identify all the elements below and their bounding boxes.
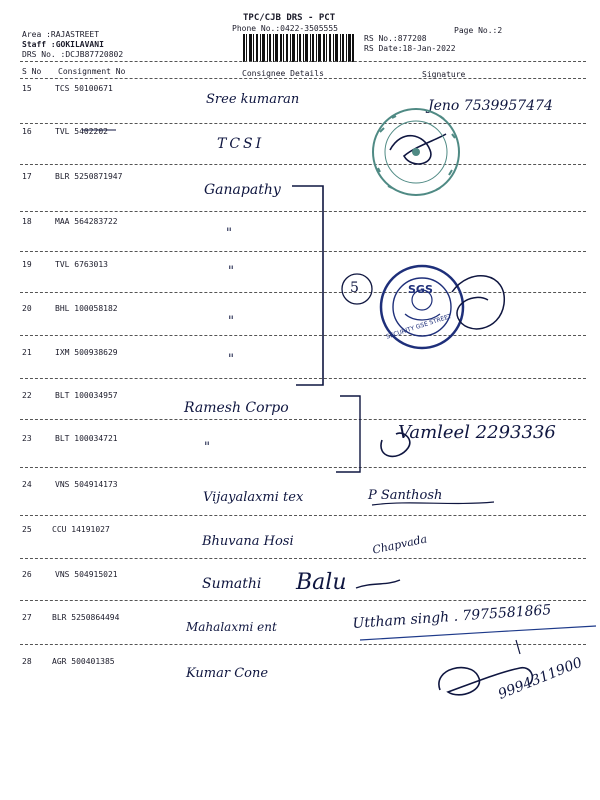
circled-number: 5 [350, 280, 359, 296]
row-consignment: IXM 500938629 [55, 348, 118, 357]
row-consignment: BHL 100058182 [55, 304, 118, 313]
row-sno: 21 [22, 348, 32, 357]
row-sno: 19 [22, 260, 32, 269]
area-label: Area :RAJASTREET [22, 30, 100, 39]
row-sno: 17 [22, 172, 32, 181]
sheet-title: TPC/CJB DRS - PCT [243, 13, 336, 23]
row-rule [20, 558, 586, 559]
row-rule [20, 335, 586, 336]
staff-label: Staff :GOKILAVANI [22, 40, 104, 49]
row-sno: 16 [22, 127, 32, 136]
row-sno: 26 [22, 570, 32, 579]
row-rule [20, 600, 586, 601]
row-consignee: Sree kumaran [206, 92, 300, 107]
row-sno: 27 [22, 613, 32, 622]
row-consignee: Mahalaxmi ent [186, 620, 277, 634]
row-consignee: Vijayalaxmi tex [203, 490, 304, 505]
header-rule-bottom [20, 78, 586, 79]
row-consignment: TVL 5402202 [55, 127, 108, 136]
row-sno: 15 [22, 84, 32, 93]
row-signature: Chapvada [371, 532, 429, 557]
sgs-stamp-label: SGS [408, 283, 433, 296]
row-rule [20, 251, 586, 252]
row-consignment: CCU 14191027 [52, 525, 110, 534]
phone-number: Phone No.:0422-3505555 [232, 24, 338, 33]
row-consignment: VNS 504914173 [55, 480, 118, 489]
row-consignee: Sumathi [202, 576, 262, 592]
row-consignee: Bhuvana Hosi [202, 534, 294, 549]
row-rule [20, 419, 586, 420]
header-rule-top [20, 61, 586, 62]
row-consignment: BLT 100034957 [55, 391, 118, 400]
rs-number: RS No.:877208 [364, 34, 427, 43]
row-sno: 28 [22, 657, 32, 666]
col-header-details: Consignee Details [242, 69, 324, 78]
barcode [243, 34, 354, 62]
row-consignee: " [228, 264, 234, 279]
row-rule [20, 123, 586, 124]
row-rule [20, 378, 586, 379]
row-consignment: AGR 500401385 [52, 657, 115, 666]
row-signature: 9994311900 [496, 654, 585, 703]
row-sno: 18 [22, 217, 32, 226]
row-consignee: " [204, 440, 210, 455]
row-sno: 24 [22, 480, 32, 489]
col-header-consignment: Consignment No [58, 67, 126, 76]
row-rule [20, 164, 586, 165]
page-number: Page No.:2 [454, 26, 503, 35]
row-rule [20, 644, 586, 645]
drs-number: DRS No. :DCJB87720802 [22, 50, 124, 59]
col-header-sno: S No [22, 67, 42, 76]
row-consignee: TCSI [217, 136, 265, 152]
row-signature: P Santhosh [368, 488, 443, 503]
row-sno: 22 [22, 391, 32, 400]
row-consignee: " [228, 314, 234, 329]
row-consignee: Kumar Cone [186, 666, 269, 681]
sgs-stamp-ring-text: SECURITY GSE STREET [385, 312, 453, 341]
col-header-signature: Signature [422, 70, 466, 79]
row-rule [20, 292, 586, 293]
row-consignee: Ramesh Corpo [184, 400, 289, 416]
row-consignment: TVL 6763013 [55, 260, 108, 269]
row-consignment: TCS 50100671 [55, 84, 113, 93]
row-consignment: MAA 564283722 [55, 217, 118, 226]
row-rule [20, 467, 586, 468]
row-signature: Balu [296, 570, 347, 595]
row-signature: Uttham singh . 7975581865 [352, 602, 552, 632]
row-rule [20, 515, 586, 516]
row-consignee: " [228, 352, 234, 367]
row-consignment: BLR 5250871947 [55, 172, 123, 181]
row-consignment: VNS 504915021 [55, 570, 118, 579]
row-sno: 25 [22, 525, 32, 534]
row-consignee: Ganapathy [204, 182, 281, 198]
row-signature: Jeno 7539957474 [428, 98, 553, 114]
row-consignee: " [226, 226, 232, 241]
row-sno: 23 [22, 434, 32, 443]
row-signature: Vamleel 2293336 [398, 422, 556, 443]
row-consignment: BLT 100034721 [55, 434, 118, 443]
rs-date: RS Date:18-Jan-2022 [364, 44, 456, 53]
row-rule [20, 211, 586, 212]
row-sno: 20 [22, 304, 32, 313]
row-consignment: BLR 5250864494 [52, 613, 120, 622]
